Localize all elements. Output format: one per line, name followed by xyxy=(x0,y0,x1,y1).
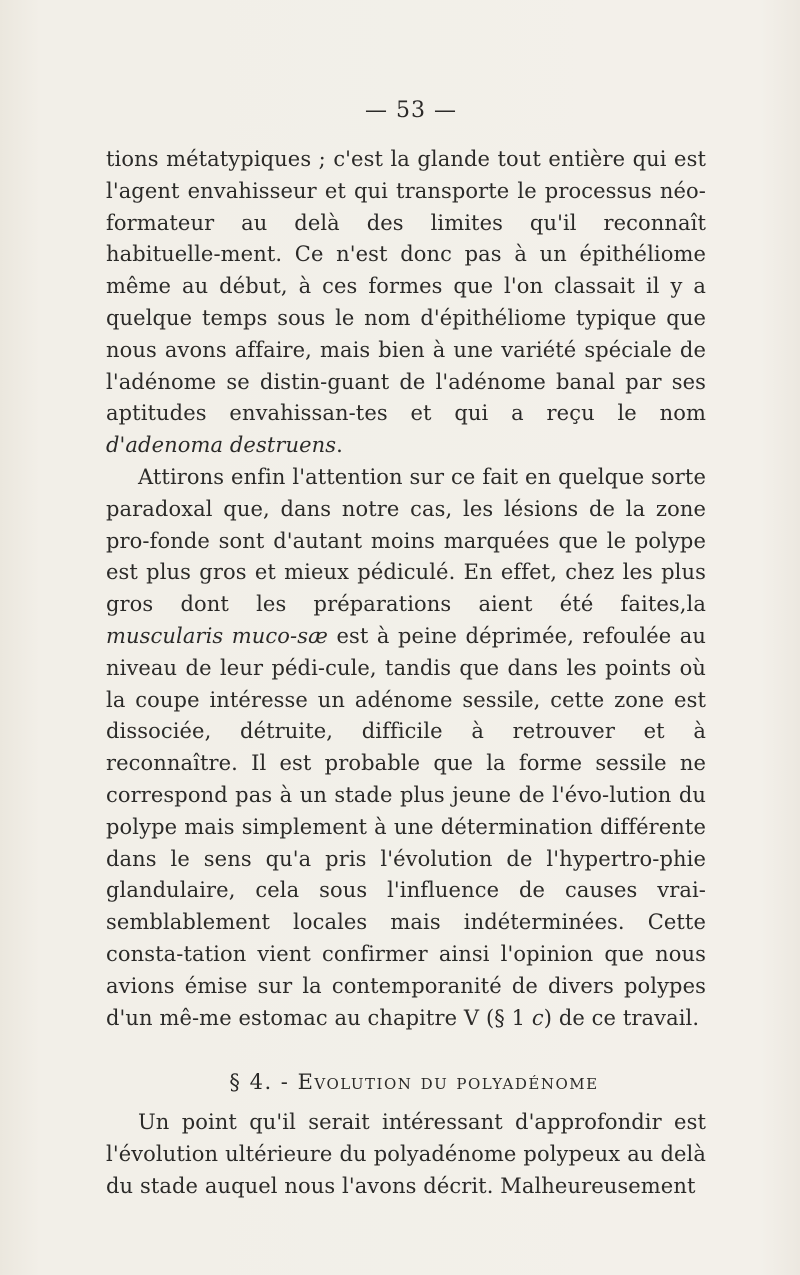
italic-term: muscularis muco-sæ xyxy=(106,623,328,648)
text-run: Attirons enfin l'attention sur ce fait en quelque sorte paradoxal que, dans notre cas, les lésions de la zone pro-fonde sont d'autant moins marquées que le polype est plus gros et mieux pédiculé. En effet, chez les plus gros dont les préparations aient été faites,la xyxy=(106,464,706,617)
body-text xyxy=(106,144,706,1203)
paragraph-3 xyxy=(106,1107,706,1202)
text-run: ) de ce travail. xyxy=(543,1005,700,1030)
text-run: est à peine déprimée, refoulée au niveau de leur pédi-cule, tandis que dans les points où la coupe intéresse un adénome sessile, cette zone est dissociée, détruite, difficile à retrouver et à reconnaître. Il est probable que la forme sessile ne correspond pas à un stade plus jeune de l'évo-lution du polype mais simplement à une détermination différente dans le sens qu'a pris l'évolution de l'hypertro-phie glandulaire, cela sous l'influence de causes vrai-semblablement locales mais indéterminées. Cette consta-tation vient confirmer ainsi l'opinion que nous avions émise sur la contemporanité de divers polypes d'un mê-me estomac au chapitre V (§ 1 xyxy=(106,623,706,1030)
text-run: . xyxy=(336,433,343,458)
paragraph-2 xyxy=(106,462,706,1034)
italic-term: c xyxy=(531,1005,544,1030)
section-heading: § 4. - Evolution du polyadénome xyxy=(229,1070,599,1095)
italic-term: d'adenoma destruens xyxy=(106,433,337,458)
text-run: Un point qu'il serait intéressant d'approfondir est l'évolution ultérieure du polyadénome polypeux au delà du stade auquel nous l'avons décrit. Malheureusement xyxy=(106,1110,706,1198)
page-number: — 53 — xyxy=(365,98,457,123)
paragraph-1 xyxy=(106,144,706,462)
text-run: tions métatypiques ; c'est la glande tout entière qui est l'agent envahisseur et qui transporte le processus néo-formateur au delà des limites qu'il reconnaît habituelle-ment. Ce n'est donc pas à un épithéliome même au début, à ces formes que l'on classait il y a quelque temps sous le nom d'épithéliome typique que nous avons affaire, mais bien à une variété spéciale de l'adénome se distin-guant de l'adénome banal par ses aptitudes envahissan-tes et qui a reçu le nom xyxy=(106,147,706,426)
